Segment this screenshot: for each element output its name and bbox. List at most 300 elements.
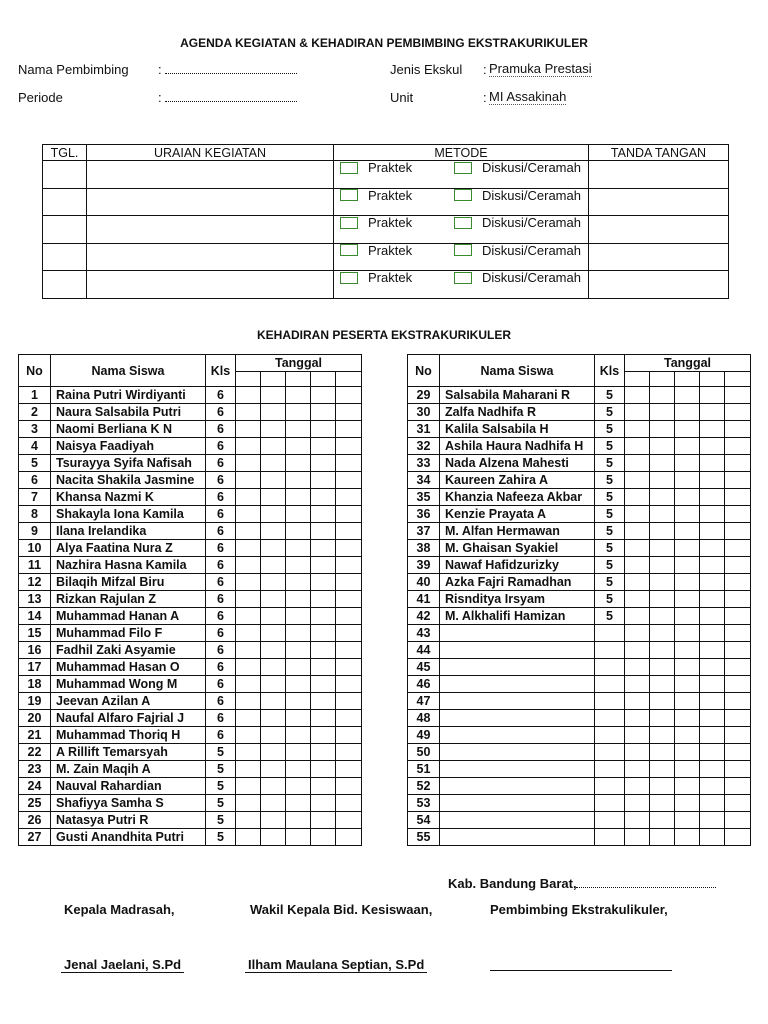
attendance-cell[interactable] — [675, 727, 700, 744]
attendance-cell[interactable] — [286, 778, 311, 795]
praktek-checkbox[interactable] — [340, 162, 358, 174]
attendance-cell[interactable] — [261, 404, 286, 421]
attendance-cell[interactable] — [286, 489, 311, 506]
periode-field[interactable] — [165, 101, 297, 102]
attendance-cell[interactable] — [650, 710, 675, 727]
attendance-cell[interactable] — [311, 591, 336, 608]
attendance-cell[interactable] — [675, 421, 700, 438]
tanda-tangan-cell[interactable] — [589, 271, 729, 299]
attendance-cell[interactable] — [700, 744, 725, 761]
attendance-cell[interactable] — [286, 472, 311, 489]
attendance-cell[interactable] — [286, 693, 311, 710]
attendance-cell[interactable] — [625, 710, 650, 727]
attendance-cell[interactable] — [625, 438, 650, 455]
attendance-cell[interactable] — [261, 540, 286, 557]
attendance-cell[interactable] — [236, 506, 261, 523]
attendance-cell[interactable] — [311, 829, 336, 846]
attendance-cell[interactable] — [650, 676, 675, 693]
tanda-tangan-cell[interactable] — [589, 216, 729, 244]
praktek-checkbox[interactable] — [340, 244, 358, 256]
attendance-cell[interactable] — [311, 404, 336, 421]
attendance-cell[interactable] — [625, 812, 650, 829]
attendance-cell[interactable] — [725, 506, 751, 523]
attendance-cell[interactable] — [700, 761, 725, 778]
attendance-cell[interactable] — [261, 659, 286, 676]
attendance-cell[interactable] — [650, 591, 675, 608]
attendance-cell[interactable] — [311, 489, 336, 506]
attendance-cell[interactable] — [650, 744, 675, 761]
attendance-cell[interactable] — [675, 693, 700, 710]
attendance-cell[interactable] — [261, 489, 286, 506]
attendance-cell[interactable] — [336, 540, 362, 557]
attendance-cell[interactable] — [650, 761, 675, 778]
attendance-cell[interactable] — [286, 574, 311, 591]
attendance-cell[interactable] — [286, 506, 311, 523]
attendance-cell[interactable] — [336, 489, 362, 506]
attendance-cell[interactable] — [650, 540, 675, 557]
attendance-cell[interactable] — [236, 608, 261, 625]
attendance-cell[interactable] — [286, 404, 311, 421]
attendance-cell[interactable] — [261, 506, 286, 523]
attendance-cell[interactable] — [675, 642, 700, 659]
attendance-cell[interactable] — [625, 472, 650, 489]
attendance-cell[interactable] — [625, 557, 650, 574]
attendance-cell[interactable] — [625, 625, 650, 642]
attendance-cell[interactable] — [650, 506, 675, 523]
attendance-cell[interactable] — [261, 387, 286, 404]
attendance-cell[interactable] — [650, 574, 675, 591]
attendance-cell[interactable] — [625, 744, 650, 761]
attendance-cell[interactable] — [725, 387, 751, 404]
attendance-cell[interactable] — [675, 574, 700, 591]
attendance-cell[interactable] — [286, 659, 311, 676]
attendance-cell[interactable] — [625, 676, 650, 693]
attendance-cell[interactable] — [311, 506, 336, 523]
attendance-cell[interactable] — [286, 812, 311, 829]
tgl-cell[interactable] — [43, 243, 87, 271]
attendance-cell[interactable] — [625, 659, 650, 676]
attendance-cell[interactable] — [286, 540, 311, 557]
attendance-cell[interactable] — [311, 625, 336, 642]
attendance-cell[interactable] — [336, 472, 362, 489]
attendance-cell[interactable] — [725, 829, 751, 846]
attendance-cell[interactable] — [625, 404, 650, 421]
attendance-cell[interactable] — [261, 812, 286, 829]
attendance-cell[interactable] — [236, 591, 261, 608]
tgl-cell[interactable] — [43, 271, 87, 299]
attendance-cell[interactable] — [725, 795, 751, 812]
attendance-cell[interactable] — [311, 557, 336, 574]
tanda-tangan-cell[interactable] — [589, 188, 729, 216]
attendance-cell[interactable] — [236, 693, 261, 710]
attendance-cell[interactable] — [675, 591, 700, 608]
attendance-cell[interactable] — [336, 387, 362, 404]
attendance-cell[interactable] — [236, 574, 261, 591]
attendance-cell[interactable] — [336, 829, 362, 846]
attendance-cell[interactable] — [700, 438, 725, 455]
attendance-cell[interactable] — [700, 795, 725, 812]
attendance-cell[interactable] — [236, 744, 261, 761]
attendance-cell[interactable] — [236, 761, 261, 778]
attendance-cell[interactable] — [261, 642, 286, 659]
attendance-cell[interactable] — [336, 455, 362, 472]
attendance-cell[interactable] — [311, 778, 336, 795]
attendance-cell[interactable] — [236, 455, 261, 472]
attendance-cell[interactable] — [236, 472, 261, 489]
attendance-cell[interactable] — [700, 727, 725, 744]
attendance-cell[interactable] — [311, 387, 336, 404]
attendance-cell[interactable] — [650, 557, 675, 574]
attendance-cell[interactable] — [625, 727, 650, 744]
attendance-cell[interactable] — [650, 693, 675, 710]
tgl-cell[interactable] — [43, 216, 87, 244]
attendance-cell[interactable] — [286, 642, 311, 659]
attendance-cell[interactable] — [261, 557, 286, 574]
attendance-cell[interactable] — [286, 557, 311, 574]
attendance-cell[interactable] — [286, 727, 311, 744]
attendance-cell[interactable] — [675, 710, 700, 727]
attendance-cell[interactable] — [286, 829, 311, 846]
attendance-cell[interactable] — [675, 455, 700, 472]
attendance-cell[interactable] — [236, 387, 261, 404]
attendance-cell[interactable] — [650, 727, 675, 744]
attendance-cell[interactable] — [336, 710, 362, 727]
attendance-cell[interactable] — [700, 625, 725, 642]
attendance-cell[interactable] — [336, 676, 362, 693]
attendance-cell[interactable] — [236, 438, 261, 455]
student-no: 36 — [408, 506, 440, 523]
diskusi-checkbox[interactable] — [454, 189, 472, 201]
attendance-cell[interactable] — [336, 625, 362, 642]
attendance-cell[interactable] — [700, 404, 725, 421]
attendance-cell[interactable] — [311, 710, 336, 727]
attendance-cell[interactable] — [261, 523, 286, 540]
attendance-cell[interactable] — [700, 557, 725, 574]
attendance-cell[interactable] — [236, 523, 261, 540]
attendance-cell[interactable] — [236, 421, 261, 438]
uraian-cell[interactable] — [87, 243, 334, 271]
attendance-cell[interactable] — [700, 472, 725, 489]
diskusi-checkbox[interactable] — [454, 272, 472, 284]
attendance-cell[interactable] — [700, 812, 725, 829]
attendance-cell[interactable] — [675, 472, 700, 489]
attendance-cell[interactable] — [725, 642, 751, 659]
attendance-cell[interactable] — [650, 438, 675, 455]
attendance-cell[interactable] — [700, 676, 725, 693]
attendance-cell[interactable] — [625, 761, 650, 778]
praktek-checkbox[interactable] — [340, 189, 358, 201]
attendance-cell[interactable] — [625, 693, 650, 710]
attendance-cell[interactable] — [336, 812, 362, 829]
nama-pembimbing-field[interactable] — [165, 73, 297, 74]
attendance-cell[interactable] — [700, 506, 725, 523]
attendance-cell[interactable] — [725, 438, 751, 455]
attendance-cell[interactable] — [700, 778, 725, 795]
attendance-cell[interactable] — [675, 778, 700, 795]
attendance-cell[interactable] — [286, 710, 311, 727]
attendance-cell[interactable] — [236, 676, 261, 693]
attendance-cell[interactable] — [286, 608, 311, 625]
attendance-cell[interactable] — [675, 387, 700, 404]
attendance-cell[interactable] — [650, 489, 675, 506]
diskusi-checkbox[interactable] — [454, 244, 472, 256]
attendance-cell[interactable] — [625, 523, 650, 540]
attendance-cell[interactable] — [261, 829, 286, 846]
attendance-cell[interactable] — [236, 710, 261, 727]
attendance-cell[interactable] — [236, 812, 261, 829]
attendance-cell[interactable] — [675, 659, 700, 676]
attendance-cell[interactable] — [236, 404, 261, 421]
attendance-cell[interactable] — [286, 625, 311, 642]
attendance-cell[interactable] — [261, 472, 286, 489]
attendance-cell[interactable] — [286, 761, 311, 778]
attendance-cell[interactable] — [625, 642, 650, 659]
attendance-cell[interactable] — [650, 812, 675, 829]
attendance-cell[interactable] — [700, 642, 725, 659]
tanda-tangan-cell[interactable] — [589, 243, 729, 271]
attendance-cell[interactable] — [261, 676, 286, 693]
attendance-cell[interactable] — [675, 540, 700, 557]
attendance-cell[interactable] — [650, 472, 675, 489]
attendance-cell[interactable] — [261, 693, 286, 710]
attendance-cell[interactable] — [311, 438, 336, 455]
attendance-cell[interactable] — [725, 421, 751, 438]
attendance-cell[interactable] — [700, 693, 725, 710]
attendance-cell[interactable] — [625, 421, 650, 438]
attendance-cell[interactable] — [336, 659, 362, 676]
attendance-cell[interactable] — [725, 591, 751, 608]
attendance-cell[interactable] — [725, 489, 751, 506]
attendance-cell[interactable] — [725, 472, 751, 489]
attendance-cell[interactable] — [236, 557, 261, 574]
attendance-cell[interactable] — [725, 761, 751, 778]
attendance-cell[interactable] — [261, 455, 286, 472]
attendance-cell[interactable] — [286, 523, 311, 540]
diskusi-checkbox[interactable] — [454, 217, 472, 229]
attendance-cell[interactable] — [725, 727, 751, 744]
attendance-cell[interactable] — [725, 608, 751, 625]
attendance-cell[interactable] — [650, 455, 675, 472]
attendance-cell[interactable] — [311, 642, 336, 659]
attendance-cell[interactable] — [675, 625, 700, 642]
attendance-cell[interactable] — [650, 625, 675, 642]
attendance-cell[interactable] — [286, 387, 311, 404]
attendance-cell[interactable] — [336, 506, 362, 523]
attendance-cell[interactable] — [336, 608, 362, 625]
attendance-cell[interactable] — [311, 659, 336, 676]
attendance-cell[interactable] — [311, 744, 336, 761]
attendance-cell[interactable] — [311, 693, 336, 710]
attendance-cell[interactable] — [286, 455, 311, 472]
attendance-cell[interactable] — [236, 489, 261, 506]
attendance-cell[interactable] — [675, 608, 700, 625]
attendance-cell[interactable] — [261, 778, 286, 795]
attendance-cell[interactable] — [675, 795, 700, 812]
attendance-cell[interactable] — [675, 761, 700, 778]
uraian-cell[interactable] — [87, 216, 334, 244]
attendance-cell[interactable] — [650, 795, 675, 812]
attendance-cell[interactable] — [700, 659, 725, 676]
uraian-cell[interactable] — [87, 161, 334, 189]
attendance-cell[interactable] — [725, 778, 751, 795]
attendance-cell[interactable] — [261, 761, 286, 778]
attendance-cell[interactable] — [261, 727, 286, 744]
attendance-cell[interactable] — [625, 795, 650, 812]
attendance-cell[interactable] — [700, 455, 725, 472]
attendance-cell[interactable] — [725, 523, 751, 540]
attendance-cell[interactable] — [336, 761, 362, 778]
attendance-cell[interactable] — [675, 489, 700, 506]
pembimbing-signature-line[interactable] — [490, 970, 672, 971]
attendance-cell[interactable] — [725, 625, 751, 642]
attendance-cell[interactable] — [675, 744, 700, 761]
praktek-checkbox[interactable] — [340, 217, 358, 229]
uraian-cell[interactable] — [87, 271, 334, 299]
attendance-cell[interactable] — [311, 472, 336, 489]
attendance-cell[interactable] — [236, 778, 261, 795]
attendance-cell[interactable] — [336, 591, 362, 608]
attendance-cell[interactable] — [675, 404, 700, 421]
attendance-cell[interactable] — [236, 829, 261, 846]
attendance-cell[interactable] — [625, 455, 650, 472]
attendance-cell[interactable] — [625, 506, 650, 523]
attendance-cell[interactable] — [336, 404, 362, 421]
attendance-cell[interactable] — [725, 659, 751, 676]
attendance-cell[interactable] — [236, 540, 261, 557]
attendance-cell[interactable] — [336, 744, 362, 761]
attendance-cell[interactable] — [675, 438, 700, 455]
attendance-cell[interactable] — [675, 829, 700, 846]
attendance-cell[interactable] — [650, 387, 675, 404]
attendance-cell[interactable] — [261, 710, 286, 727]
attendance-cell[interactable] — [311, 523, 336, 540]
attendance-cell[interactable] — [311, 676, 336, 693]
attendance-cell[interactable] — [625, 608, 650, 625]
attendance-cell[interactable] — [700, 608, 725, 625]
attendance-cell[interactable] — [336, 438, 362, 455]
attendance-cell[interactable] — [700, 710, 725, 727]
attendance-cell[interactable] — [311, 540, 336, 557]
attendance-cell[interactable] — [700, 829, 725, 846]
attendance-cell[interactable] — [625, 829, 650, 846]
attendance-cell[interactable] — [700, 421, 725, 438]
attendance-cell[interactable] — [311, 761, 336, 778]
attendance-cell[interactable] — [336, 693, 362, 710]
attendance-cell[interactable] — [261, 744, 286, 761]
attendance-cell[interactable] — [336, 727, 362, 744]
attendance-cell[interactable] — [700, 523, 725, 540]
attendance-cell[interactable] — [725, 744, 751, 761]
attendance-cell[interactable] — [725, 812, 751, 829]
attendance-cell[interactable] — [261, 421, 286, 438]
attendance-cell[interactable] — [236, 659, 261, 676]
attendance-cell[interactable] — [311, 455, 336, 472]
attendance-cell[interactable] — [650, 778, 675, 795]
attendance-cell[interactable] — [236, 727, 261, 744]
attendance-cell[interactable] — [625, 387, 650, 404]
attendance-cell[interactable] — [236, 642, 261, 659]
attendance-cell[interactable] — [261, 574, 286, 591]
date-field[interactable] — [576, 887, 716, 888]
attendance-cell[interactable] — [725, 557, 751, 574]
attendance-cell[interactable] — [650, 608, 675, 625]
praktek-checkbox[interactable] — [340, 272, 358, 284]
attendance-cell[interactable] — [650, 829, 675, 846]
attendance-cell[interactable] — [625, 540, 650, 557]
attendance-cell[interactable] — [650, 642, 675, 659]
attendance-cell[interactable] — [336, 523, 362, 540]
attendance-cell[interactable] — [311, 812, 336, 829]
attendance-cell[interactable] — [700, 387, 725, 404]
attendance-cell[interactable] — [311, 574, 336, 591]
attendance-cell[interactable] — [236, 625, 261, 642]
attendance-cell[interactable] — [725, 710, 751, 727]
tgl-cell[interactable] — [43, 188, 87, 216]
attendance-cell[interactable] — [625, 591, 650, 608]
attendance-cell[interactable] — [725, 574, 751, 591]
attendance-cell[interactable] — [625, 489, 650, 506]
attendance-cell[interactable] — [286, 421, 311, 438]
attendance-cell[interactable] — [650, 523, 675, 540]
attendance-cell[interactable] — [650, 659, 675, 676]
attendance-cell[interactable] — [336, 642, 362, 659]
attendance-cell[interactable] — [261, 438, 286, 455]
attendance-cell[interactable] — [311, 421, 336, 438]
uraian-cell[interactable] — [87, 188, 334, 216]
attendance-cell[interactable] — [725, 676, 751, 693]
attendance-cell[interactable] — [286, 744, 311, 761]
attendance-cell[interactable] — [675, 506, 700, 523]
attendance-cell[interactable] — [625, 778, 650, 795]
attendance-cell[interactable] — [650, 404, 675, 421]
attendance-cell[interactable] — [336, 574, 362, 591]
attendance-cell[interactable] — [675, 557, 700, 574]
attendance-cell[interactable] — [311, 727, 336, 744]
attendance-cell[interactable] — [261, 591, 286, 608]
attendance-cell[interactable] — [236, 795, 261, 812]
attendance-cell[interactable] — [311, 608, 336, 625]
attendance-cell[interactable] — [286, 591, 311, 608]
attendance-cell[interactable] — [625, 574, 650, 591]
tgl-cell[interactable] — [43, 161, 87, 189]
attendance-cell[interactable] — [261, 625, 286, 642]
attendance-cell[interactable] — [725, 455, 751, 472]
attendance-cell[interactable] — [675, 812, 700, 829]
attendance-cell[interactable] — [700, 591, 725, 608]
diskusi-checkbox[interactable] — [454, 162, 472, 174]
attendance-cell[interactable] — [261, 608, 286, 625]
attendance-cell[interactable] — [286, 795, 311, 812]
attendance-cell[interactable] — [311, 795, 336, 812]
attendance-cell[interactable] — [725, 404, 751, 421]
attendance-cell[interactable] — [286, 438, 311, 455]
attendance-cell[interactable] — [700, 574, 725, 591]
attendance-cell[interactable] — [675, 523, 700, 540]
attendance-cell[interactable] — [650, 421, 675, 438]
attendance-cell[interactable] — [286, 676, 311, 693]
tanda-tangan-cell[interactable] — [589, 161, 729, 189]
attendance-cell[interactable] — [336, 421, 362, 438]
attendance-cell[interactable] — [675, 676, 700, 693]
attendance-cell[interactable] — [261, 795, 286, 812]
attendance-cell[interactable] — [336, 557, 362, 574]
attendance-cell[interactable] — [336, 795, 362, 812]
attendance-cell[interactable] — [336, 778, 362, 795]
attendance-cell[interactable] — [700, 489, 725, 506]
attendance-cell[interactable] — [700, 540, 725, 557]
attendance-cell[interactable] — [725, 693, 751, 710]
attendance-cell[interactable] — [725, 540, 751, 557]
